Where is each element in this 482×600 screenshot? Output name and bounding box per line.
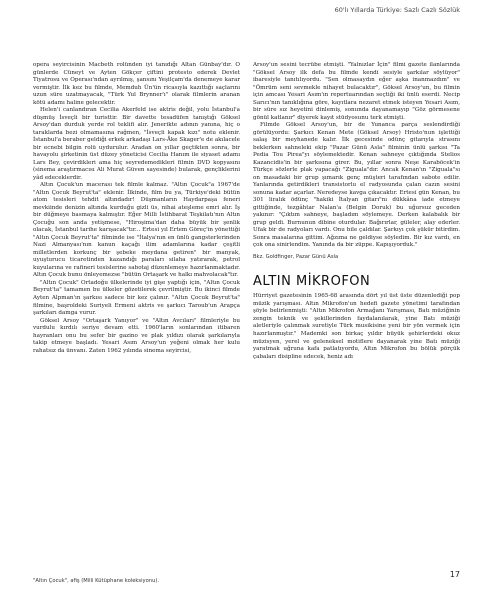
- paragraph: Helen'i canlandıran Cecilia Akerfeld ise aktris değil, yolu İstanbul'a düşmüş İsveçli bir turisttir. Bir davette tesadüfen tanıştığı Göksel Arsoy'dan durduk yerde rol teklifi alır. Jenerikte adının yanına, hiç o taraklarda bezi olmamasına rağmen, "İsveçli kapak kızı" notu eklenir. İstanbul'a beraber geldiği erkek arkadaşı Lars-Åke Skager'e de akılacele bir ecnebi bilgin rolü uydurulur. Aradan on yıllar geçtikten sonra, bir havayolu şirketinin üst düzey yöneticisi Cecilia Hanım ile siyaset adamı Lars Bey, çevirdikleri ama hiç seyredemedikleri filmin DVD kopyasını (sinema araştırmacısı Ali Murat Güven sayesinde) bularak, gençliklerini yâd edeceklerdir.: [33, 107, 240, 181]
- paragraph: opera seyircisinin Macbeth rolünden iyi tanıdığı Altan Günbay'dır. O günlerde Cüneyt ve Ayten Gökçer çiftini protesto ederek Devlet Tiyatrosu ve Operası'ndan ayrılmış, şansını Yeşilçam'da denemeye karar vermiştir. İlk kez bu filmde, Memduh Ün'ün ricasıyla kazıttığı saçlarını uzun süre uzatmayacak, "Türk Yul Brynner'ı" olarak filmlerin aranan kötü adamı haline gelecektir.: [33, 62, 240, 106]
- see-also-credit: Bkz. Goldfinger, Pazar Günü Asla: [253, 253, 339, 260]
- paragraph: Arsoy'un sesini tecrübe etmişti. "Yalnızlar İçin" filmi gazete ilanlarında "Göksel Arsoy ilk defa bu filmde kendi sesiyle şarkılar söylüyor" ibaresiyle tanıtılıyordu. "Sen olmasaydın eğer aşka inanmazdım" ve "Ömrüm seni sevmekle nihayet bulacaktır", Göksel Arsoy'un, bu filmin için amcası Yesari Asım'ın repertuarından seçtiği iki ünlü eserdi. Necip Sarıcı'nın tanıklığına göre, kayıtlara nezaret etmek isteyen Yesari Asım, bir süre sız heyetini dinlemiş, sonunda dayanamayıp "Göz görmesene gönül katlanır" diyerek kayıt stüdyosunu terk etmişti.: [253, 62, 460, 121]
- running-title: 60'lı Yıllarda Türkiye: Sazlı Cazlı Sözlük: [334, 6, 460, 14]
- paragraph: "Altın Çocuk" Ortadoğu ülkelerinde iyi gişe yaptığı için, "Altın Çocuk Beyrut'ta" tamamen bu ülkeler gözetilerek çevrilmiştir. Bu ikinci filmde Ayten Alpman'ın şarkısı sadece bir kez çalınır. "Altın Çocuk Beyrut'ta" filmine, başroldeki Suriyeli Ermeni aktris ve şarkıcı Taroub'un Arapça şarkıları damga vurur.: [33, 279, 240, 317]
- paragraph: Altın Çocuk'un macerası tek filmle kalmaz. "Altın Çocuk"a 1967'de "Altın Çocuk Beyrut'ta" eklenir. İlkinde, film bu ya, Türkiye'deki bütün atom tesisleri tehdit altındadır! Düşmanların Haydarpaşa feneri mevkiinde denizin altında kurduğu gizli üs, nihai ateşleme emri alır. İş bir düğmeye basmaya kalmıştır. Eğer Milli İstihbarat Teşkilatı'nın Altın Çocuğu son anda yetişmese, "Hiroşima'dan daha büyük bir şenlik olacak, İstanbul tarihe karışacak"tır... Ertesi yıl Ertem Göreç'in yönettiği "Altın Çocuk Beyrut'ta" filminde ise "İtalya'nın en ünlü gangsterlerinden Nazi Almanyası'nın kanun kaçağı ilim adamlarına kadar çeşitli milletlerden korkunç bir şebeke meydana getiren" bir manyak, uyuşturucu ticaretinden kazandığı paraları silaha yatırarak, petrol kuyularına ve rafineri tesislerine sabotaj düzenlemeye hazırlanmaktadır. Altın Çocuk bunu önleyemezse "bütün Ortaşark ve halkı mahvolacak"tır.: [33, 182, 240, 279]
- section-title: ALTIN MİKROFON: [253, 274, 371, 290]
- image-caption: "Altın Çocuk", afiş (Milli Kütüphane koleksiyonu).: [33, 578, 160, 584]
- paragraph: Filmde Göksel Arsoy'un, bir de Yunanca parça seslendirdiği görülüyordu: Şarkıcı Kenan Mete (Göksel Arsoy) Hristo'nun işlettiği salaş bir meyhanede kalır. İlk gecesinde odünç gitarıyla strasını beklerken sahneleki ekip "Pazar Günü Asla" filminin ünlü şarkısı "Ta Pedia Tou Pirea"yı söylemektedir. Kenan sahneye çıktığında Stelios Kazancidis'in bir şarkısına girer. Bu, yıllar sonra Neşe Karaböcek'in Türkçe sözlerle plak yapacağı "Ziguala"dır. Ancak Kenan'ın "Ziguala"sı on masadaki bir grup şımarık genç müşteri tarafından sabote edilir. Yanlarında getirdikleri transistorlu el radyosunda çalan cazın sesini sonuna kadar açarlar. Neredeyse kavga çıkacaktır. Ertesi gün Kenan, bu 301 liralık ödünç "hakiki İtalyan gitarı"nı dükkâna iade etmeye gittiğinde, tezgâhtar Nalan'a (Belgin Doruk) bu uğursuz geceden yakınır: "Çıktım sahneye, başladım söylemeye. Derken kalabalık bir grup geldi. Burnunun dibine oturdular. Bağırırlar, güleler, alay ederler. Ufak bir de radyoları vardı. Onu bile çaldılar. Şarkıyı çok şükür bitirdim. Sonra masalarına gittim. Ağzıma ne geldiyse söyledim. Bir kız vardı, en çok ona sinirlendim. Yanında da bir züppe. Kapışıyorduk.": [253, 122, 460, 249]
- paragraph: Hürriyet gazetesinin 1965-68 arasında dört yıl üst üste düzenlediği pop müzik yarışması. Altın Mikrofon'un hedefi gazete yönetimi tarafından şöyle belirlenmişti: "Altın Mikrofon Armağanı Yarışması, Batı müziğinin zengin teknik ve şekillerinden faydalanılarak, yine Batı müziği aletleriyle çalınmak suretiyle Türk musikisine yeni bir yön vermek için hazırlanmıştır." Mademki son birkaç yıldır büyük şehirlerdeki okuz müzisyen, yerel ve geleneksel motiflere dayanarak yine Batı müziği yaratmak uğruna kafa patlatıyordu, Altın Mikrofon bu bölük pörçük çabaları disipline edecek, heniz adı: [253, 293, 460, 360]
- page-number: 17: [449, 570, 460, 579]
- paragraph: Göksel Arsoy "Ortaşark Yanıyor" ve "Altın Avcıları" filmleriyle bu vurdulu kırdılı seriye devam etti. 1960'ların sonlarından itibaren hayranları onu bu sefer bir gazino ve plak yıldızı olarak şarkılarıyla takip etmeye başladı. Yesari Asım Arsoy'un yeğeni olmak her kulu rahatsız da ünvanı. Zaten 1962 yılında sinema seyircisi,: [33, 317, 240, 354]
- right-column: [253, 62, 460, 361]
- left-column: [33, 62, 240, 355]
